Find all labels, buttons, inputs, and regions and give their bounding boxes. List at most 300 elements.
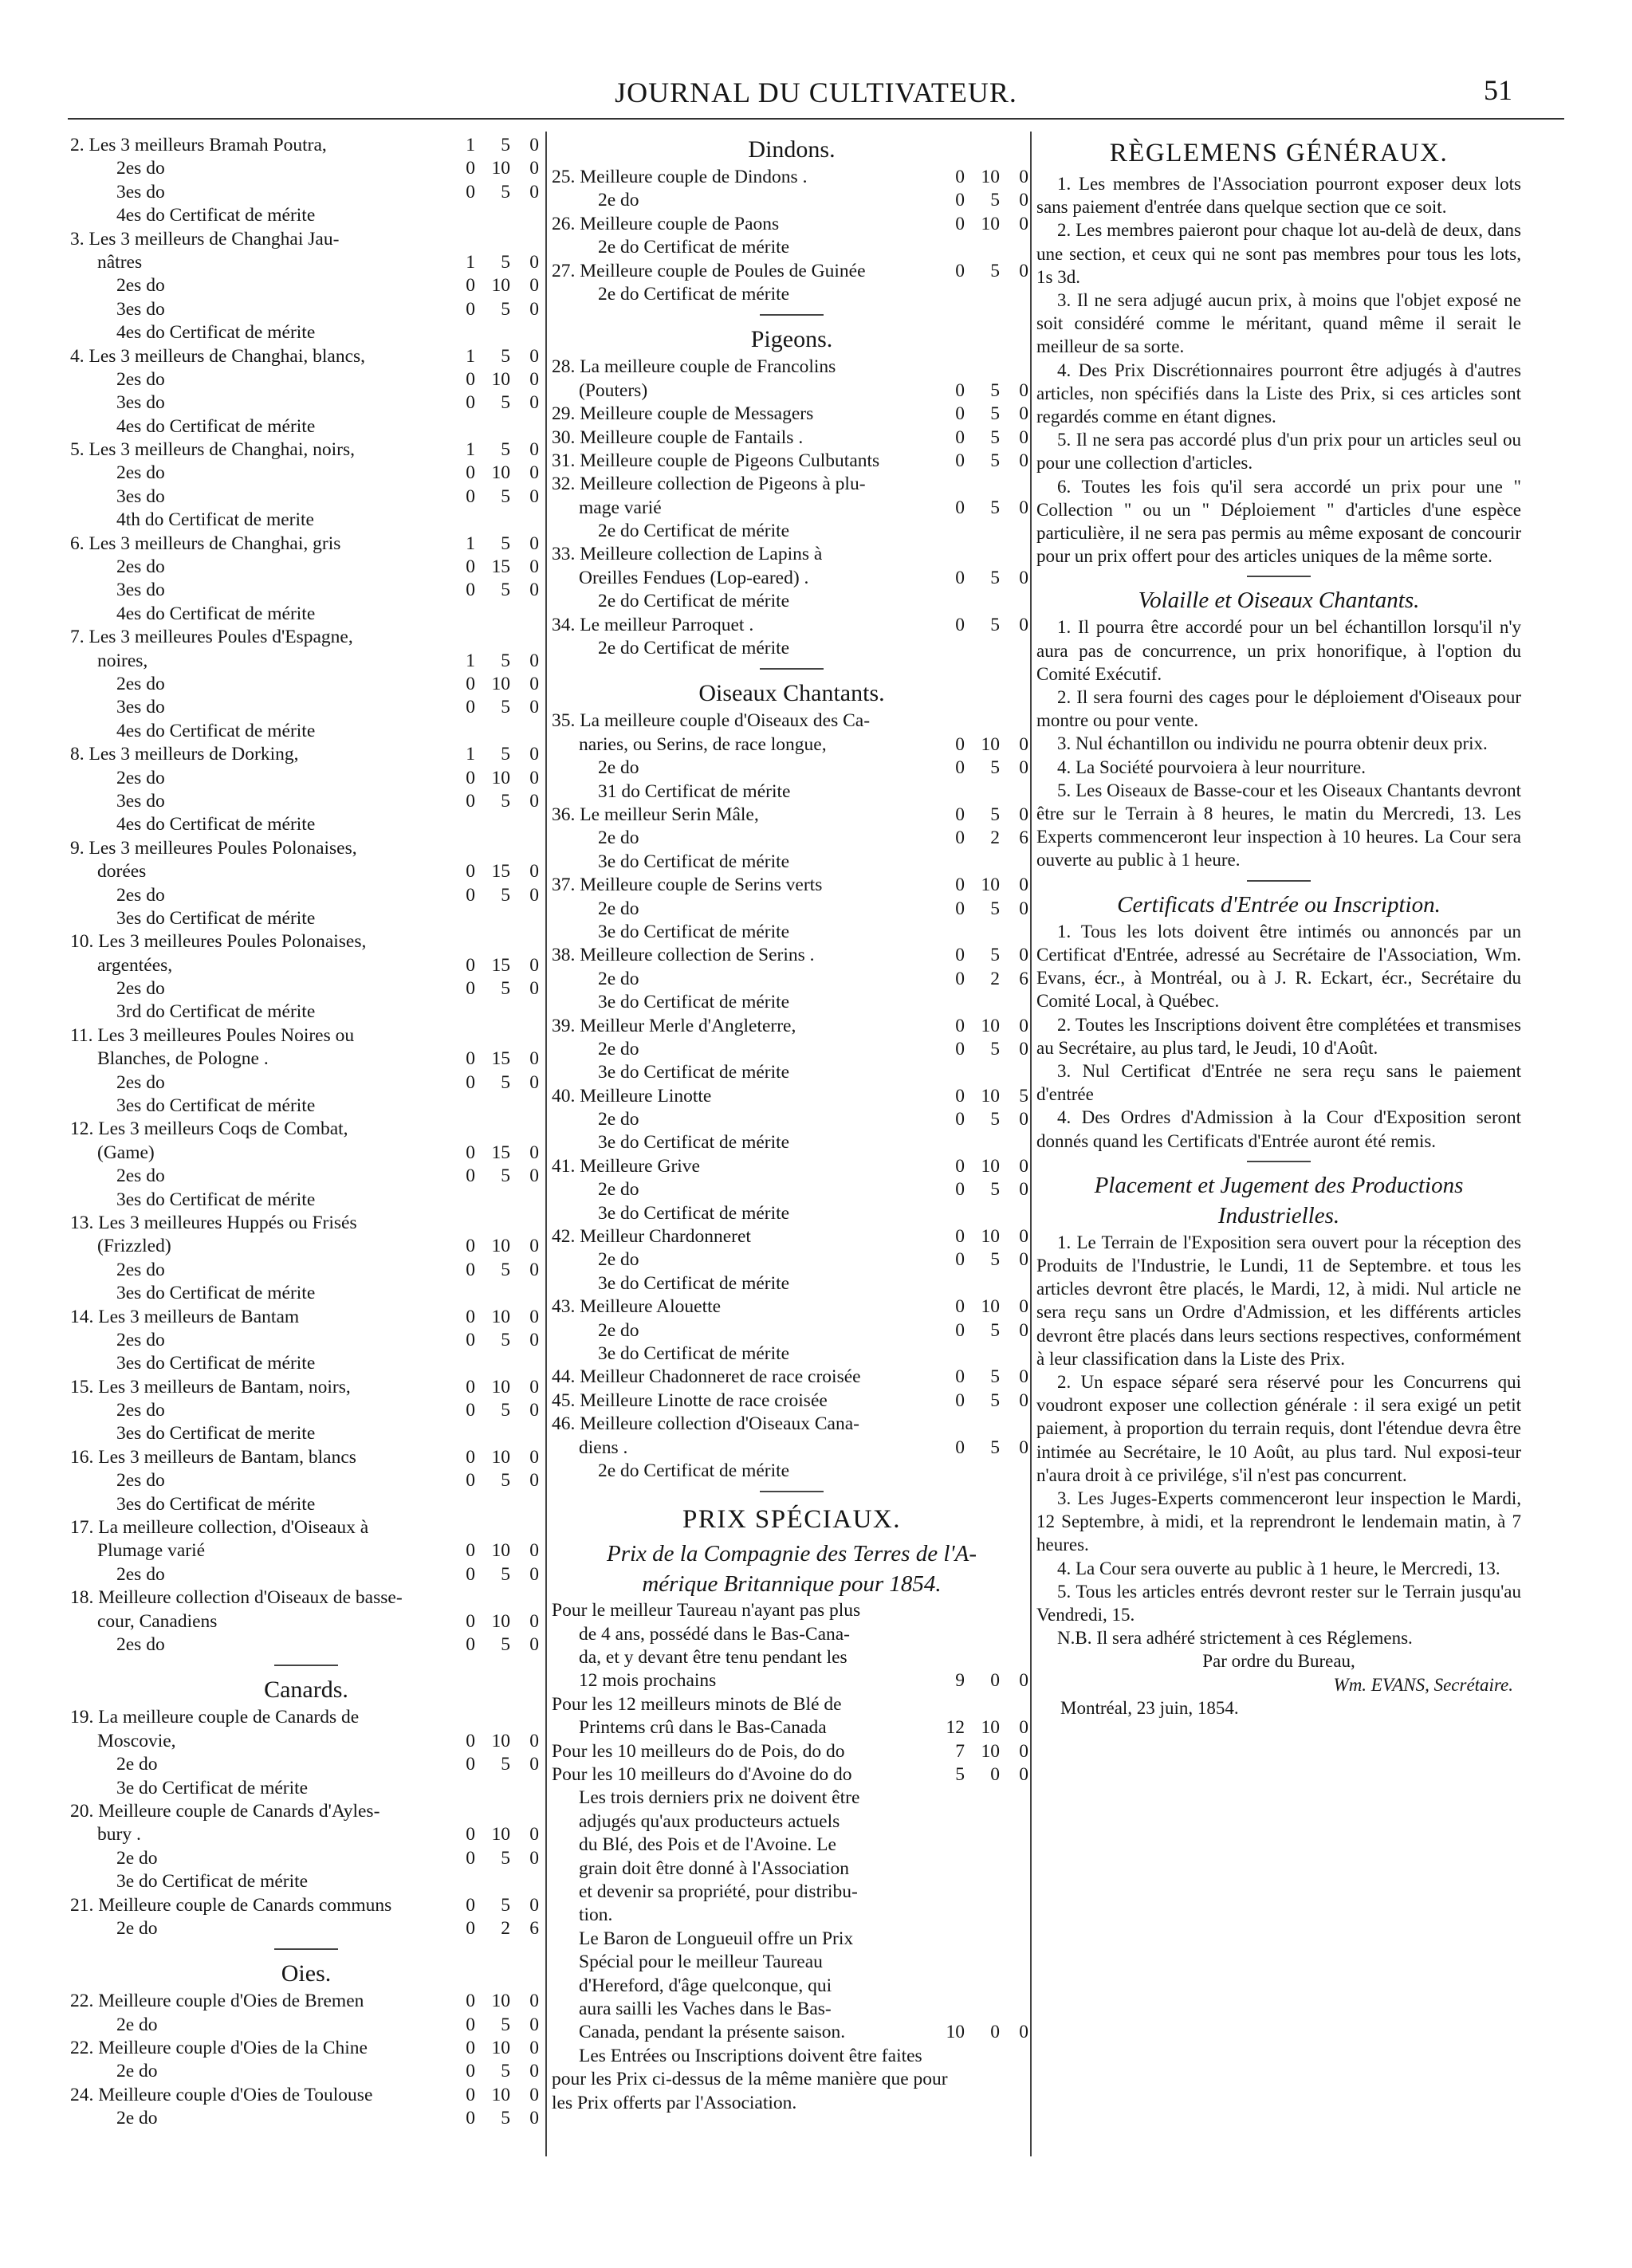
pounds-value: 0 [466,1754,475,1775]
prize-entry [552,1881,1032,1904]
pounds-value: 0 [955,497,965,518]
prize-entry [552,1786,1032,1810]
pounds-value: 0 [466,1824,475,1845]
prize-entry [70,1730,542,1753]
shillings-value: 10 [981,875,1000,896]
shillings-value: 5 [501,697,510,718]
shillings-value: 5 [501,1563,510,1585]
regulation-paragraph: 4. Des Ordres d'Admission à la Cour d'Exposition seront donnés quand les Certificats d'Entrée auront été remis. [1036,1107,1521,1151]
pounds-value: 0 [466,158,475,179]
entry-label: 38. Meilleure collection de Serins . [552,945,815,966]
entry-label: aura sailli les Vaches dans le Bas- [579,1998,832,2019]
column-general-regulations [1036,134,1521,1720]
entry-label: Le Baron de Longueuil offre un Prix [579,1928,854,1949]
shillings-value: 5 [990,898,1000,919]
pence-value: 0 [529,1754,539,1775]
entry-label: 34. Le meilleur Parroquet . [552,614,754,635]
prize-entry [70,1894,542,1917]
prize-entry [70,1329,542,1352]
pounds-value: 0 [955,167,965,187]
pounds-value: 0 [466,1470,475,1492]
prize-entry [70,1422,542,1445]
regulation-paragraph: 4. La Société pourvoiera à leur nourriture. [1057,757,1367,777]
prize-entry [70,954,542,977]
pence-value: 0 [1019,260,1028,281]
pence-value: 0 [1019,1740,1028,1762]
shillings-value: 10 [491,2038,510,2059]
prize-entry [70,1024,542,1048]
prize-entry [70,2060,542,2083]
entry-label: 2es do [116,767,165,788]
pence-value: 0 [529,1071,539,1093]
entry-label: 27. Meilleure couple de Poules de Guinée [552,260,866,281]
prize-entry [552,1975,1032,1998]
pounds-value: 0 [955,450,965,471]
pence-value: 0 [1019,875,1028,896]
entry-label: 2e do [598,827,639,849]
shillings-value: 5 [990,567,1000,588]
pence-value: 0 [529,2014,539,2035]
entry-label: nâtres [97,251,143,273]
pence-value: 0 [1019,167,1028,187]
regulation-paragraph: 6. Toutes les fois qu'il sera accordé un prix pour une " Collection " ou un " Déploiement " d'articles d'une espèce particulière, il ne sera pas permis au même exposant de concourir pour un prix offert pour des articles uniques de la même sorte. [1036,476,1521,567]
pence-value: 0 [529,556,539,578]
entry-label: 12 mois prochains [579,1670,717,1692]
prize-entry [70,556,542,579]
pounds-value: 0 [466,1142,475,1163]
prize-entry [70,1048,542,1071]
shillings-value: 5 [990,403,1000,425]
entry-label: 3es do Certificat de merite [116,1423,316,1445]
signature-name: Wm. EVANS, Secrétaire. [1333,1674,1513,1695]
shillings-value: 5 [501,1634,510,1655]
entry-label: 40. Meilleure Linotte [552,1085,712,1106]
prize-entry [552,1295,1032,1319]
prize-entry [70,1539,542,1562]
pounds-value: 0 [466,954,475,976]
prize-entry [70,134,542,157]
entry-label: 2es do [116,368,165,390]
section-heading: Pigeons. [750,326,833,353]
pence-value: 0 [529,1259,539,1280]
shillings-value: 5 [501,790,510,812]
pence-value: 0 [529,2084,539,2105]
prize-entry [552,1248,1032,1272]
prize-entry [70,1352,542,1375]
entry-label: 7. Les 3 meilleures Poules d'Espagne, [70,627,353,648]
shillings-value: 5 [990,497,1000,518]
shillings-value: 10 [981,1226,1000,1248]
prize-entry [70,1610,542,1633]
shillings-value: 10 [491,1824,510,1845]
pence-value: 0 [529,533,539,554]
pounds-value: 0 [466,1329,475,1350]
entry-label: 19. La meilleure couple de Canards de [70,1707,360,1728]
italic-heading: Placement et Jugement des Productions [1094,1172,1464,1198]
pounds-value: 0 [466,298,475,320]
prize-entry [552,1272,1032,1295]
entry-label: 22. Meilleure couple d'Oies de la Chine [70,2038,368,2059]
shillings-value: 5 [990,1389,1000,1411]
shillings-value: 10 [491,673,510,694]
regulation-paragraph: 1. Tous les lots doivent être intimés ou annoncés par un Certificat d'Entrée, adressé au Secrétaire de l'Association, Wm. Evans, écr., à Montréal, ou à J. R. Eckart, écr., Secrétaire du Comité Local, à Québec. [1036,921,1521,1012]
prize-entry [70,1777,542,1800]
pounds-value: 0 [955,1109,965,1130]
entry-label: cour, Canadiens [97,1610,218,1632]
shillings-value: 15 [491,1048,510,1070]
prize-entry [70,1000,542,1024]
prize-entry [70,650,542,673]
entry-label: grain doit être donné à l'Association [579,1857,850,1879]
shillings-value: 5 [990,1319,1000,1341]
shillings-value: 15 [491,954,510,976]
entry-label: 31 do Certificat de mérite [598,780,791,802]
regulation-paragraph: 2. Un espace séparé sera réservé pour les Concurrens qui voudront exposer une collection générale : il sera exigé un petit paiement, à proportion du terrain requis, dont l'étendue devra être intimée au Secrétaire, le 10 Août, au plus tard. Nul exposi-teur n'aura droit à ce privilége, s'il n'est pas concurrent. [1036,1371,1521,1485]
entry-label: 39. Meilleur Merle d'Angleterre, [552,1015,796,1036]
major-heading: RÈGLEMENS GÉNÉRAUX. [1109,139,1449,167]
pence-value: 0 [529,673,539,694]
shillings-value: 5 [501,1847,510,1869]
entry-label: 2es do [116,556,165,578]
shillings-value: 10 [491,1376,510,1397]
prize-entry [70,1633,542,1657]
pence-value: 0 [529,158,539,179]
pence-value: 0 [529,345,539,367]
pounds-value: 1 [466,345,475,367]
entry-label: Blanches, de Pologne . [97,1048,269,1070]
prize-entry [70,673,542,696]
prize-entry [552,2092,1032,2115]
entry-label: 3es do [116,392,165,414]
prize-entry [70,696,542,719]
prize-entry [552,709,1032,733]
shillings-value: 5 [501,1470,510,1492]
entry-label: 2e do [116,2014,158,2035]
shillings-value: 5 [990,945,1000,966]
pence-value: 0 [1019,1319,1028,1341]
pounds-value: 0 [955,213,965,234]
shillings-value: 5 [501,298,510,320]
regulation-paragraph: 1. Il pourra être accordé pour un bel échantillon lorsqu'il n'y aura pas de concurrence, un prix honorifique, à l'option du Comité Exécutif. [1036,617,1521,684]
prize-entry [70,228,542,251]
pence-value: 0 [529,2108,539,2129]
pounds-value: 0 [466,697,475,718]
pounds-value: 9 [955,1670,965,1692]
entry-label: 44. Meilleur Chadonneret de race croisée [552,1366,861,1388]
prize-entry [70,1142,542,1165]
pounds-value: 0 [466,790,475,812]
pence-value: 0 [529,884,539,906]
prize-entry [70,533,542,556]
entry-label: 14. Les 3 meilleurs de Bantam [70,1306,300,1327]
section-rule [552,1483,1032,1500]
entry-label: 4es do Certificat de mérite [116,205,316,226]
entry-label: 2es do [116,1470,165,1492]
italic-heading: Certificats d'Entrée ou Inscription. [1117,891,1441,918]
entry-label: 43. Meilleure Alouette [552,1296,722,1318]
pence-value: 0 [529,1446,539,1468]
shillings-value: 5 [990,804,1000,825]
prize-entry [70,884,542,907]
pence-value: 0 [1019,497,1028,518]
prize-entry [70,767,542,790]
running-head-title: JOURNAL DU CULTIVATEUR. [615,77,1017,108]
regulation-paragraph: N.B. Il sera adhéré strictement à ces Réglemens. [1057,1628,1413,1649]
entry-label: adjugés qu'aux producteurs actuels [579,1810,840,1832]
prize-entry [552,1437,1032,1460]
pence-value: 0 [1019,614,1028,635]
entry-label: 2e do [598,1249,639,1271]
entry-label: 2e do [116,1754,158,1775]
prize-entry [552,1178,1032,1201]
section-rule [1036,1153,1521,1170]
entry-label: 2e do [598,1109,639,1130]
prize-entry [70,907,542,930]
pounds-value: 1 [466,744,475,765]
pounds-value: 0 [955,1226,965,1248]
prize-entry [552,1460,1032,1483]
pounds-value: 0 [466,1917,475,1939]
pence-value: 0 [529,1329,539,1350]
entry-label: Spécial pour le meilleur Taureau [579,1952,823,1973]
column-divider-left [545,132,547,2156]
entry-label: diens . [579,1437,628,1458]
prize-entry [70,1189,542,1212]
shillings-value: 10 [981,733,1000,755]
entry-label: 3e do Certificat de mérite [598,1062,790,1083]
prize-entry [70,1753,542,1776]
prize-entry [70,1118,542,1141]
shillings-value: 5 [990,450,1000,471]
prize-entry [70,204,542,227]
pounds-value: 0 [466,1446,475,1468]
shillings-value: 10 [981,1740,1000,1762]
pounds-value: 0 [955,403,965,425]
entry-label: 2e do Certificat de mérite [598,283,790,305]
pence-value: 0 [529,1730,539,1751]
prize-entry [552,166,1032,189]
entry-label: Plumage varié [97,1540,206,1562]
prize-entry [70,2014,542,2037]
pounds-value: 0 [466,2038,475,2059]
prize-entry [552,1928,1032,1951]
entry-label: 11. Les 3 meilleures Poules Noires ou [70,1024,355,1046]
pence-value: 5 [1019,1085,1028,1106]
entry-label: naries, ou Serins, de race longue, [579,733,827,755]
pence-value: 0 [1019,379,1028,401]
section-rule [1036,568,1521,585]
entry-label: 2e do [116,2061,158,2082]
pence-value: 0 [529,2038,539,2059]
pence-value: 0 [1019,2022,1028,2043]
prize-entry [70,2084,542,2107]
shillings-value: 5 [501,1165,510,1187]
entry-label: et devenir sa propriété, pour distribu- [579,1881,858,1902]
entry-label: 25. Meilleure couple de Dindons . [552,167,808,187]
pence-value: 0 [1019,1717,1028,1739]
prize-entry [552,614,1032,637]
pence-value: 0 [1019,1296,1028,1318]
shillings-value: 2 [990,827,1000,849]
shillings-value: 5 [501,1754,510,1775]
prize-entry [70,1917,542,1940]
entry-label: 45. Meilleure Linotte de race croisée [552,1389,828,1411]
section-heading: Oies. [281,1960,332,1987]
entry-label: 10. Les 3 meilleures Poules Polonaises, [70,931,367,953]
entry-label: 3es do Certificat de mérite [116,1283,316,1304]
pence-value: 0 [1019,190,1028,211]
prize-entry [70,485,542,509]
entry-label: tion. [579,1904,613,1926]
shillings-value: 10 [491,158,510,179]
prize-entry [552,1646,1032,1669]
pounds-value: 0 [466,1400,475,1421]
pence-value: 0 [529,485,539,507]
regulation-paragraph: 1. Les membres de l'Association pourront exposer deux lots sans paiement d'entrée dans quelque section que ce soit. [1036,174,1521,218]
prize-entry [70,1823,542,1846]
pounds-value: 0 [955,733,965,755]
pence-value: 0 [529,1048,539,1070]
shillings-value: 5 [501,1259,510,1280]
prize-entry [552,1951,1032,1974]
shillings-value: 10 [491,1236,510,1257]
pounds-value: 0 [466,1847,475,1869]
prize-entry [70,1095,542,1118]
entry-label: 3es do [116,485,165,507]
prize-entry [552,780,1032,804]
prize-entry [552,637,1032,660]
prize-entry [552,450,1032,473]
entry-label: 30. Meilleure couple de Fantails . [552,426,804,448]
shillings-value: 2 [990,968,1000,989]
prize-entry [552,1716,1032,1739]
prize-entry [70,181,542,204]
entry-label: 2e do [116,1917,158,1939]
pence-value: 6 [1019,827,1028,849]
entry-label: 2es do [116,1634,165,1655]
column-prize-list-poultry [70,134,542,2131]
pence-value: 0 [1019,213,1028,234]
pounds-value: 0 [466,1540,475,1562]
prize-entry [552,379,1032,403]
entry-label: da, et y devant être tenu pendant les [579,1647,847,1669]
pounds-value: 0 [466,275,475,297]
pounds-value: 0 [955,614,965,635]
shillings-value: 0 [990,1764,1000,1786]
entry-label: 2es do [116,1259,165,1280]
entry-label: 3e do Certificat de mérite [598,1342,790,1364]
shillings-value: 5 [990,260,1000,281]
shillings-value: 15 [491,556,510,578]
entry-label: 35. La meilleure couple d'Oiseaux des Ca- [552,710,871,732]
header-rule [68,118,1564,120]
shillings-value: 5 [501,1329,510,1350]
entry-label: Canada, pendant la présente saison. [579,2022,846,2043]
entry-label: 2e do Certificat de mérite [598,521,790,542]
prize-entry [552,2068,1032,2091]
entry-label: 3es do [116,697,165,718]
shillings-value: 5 [990,1437,1000,1458]
entry-label: 2e do Certificat de mérite [598,638,790,659]
shillings-value: 5 [990,1249,1000,1271]
entry-label: 28. La meilleure couple de Francolins [552,356,836,378]
entry-label: 15. Les 3 meilleurs de Bantam, noirs, [70,1376,351,1397]
shillings-value: 10 [491,2084,510,2105]
entry-label: Pour les 10 meilleurs do de Pois, do do [552,1740,845,1762]
prize-entry [70,1516,542,1539]
pounds-value: 0 [466,1165,475,1187]
entry-label: 3e do Certificat de mérite [598,1132,790,1154]
pounds-value: 0 [955,426,965,448]
entry-label: 3es do Certificat de mérite [116,1095,316,1117]
shillings-value: 10 [491,1610,510,1632]
pounds-value: 0 [955,968,965,989]
entry-label: 4th do Certificat de merite [116,509,314,531]
prize-entry [70,1706,542,1729]
italic-heading: mérique Britannique pour 1854. [642,1571,942,1598]
entry-label: 3e do Certificat de mérite [598,851,790,872]
regulation-paragraph: 3. Nul Certificat d'Entrée ne sera reçu sans le paiement d'entrée [1036,1060,1521,1105]
shillings-value: 10 [491,1306,510,1327]
pence-value: 0 [1019,567,1028,588]
regulation-paragraph: 5. Il ne sera pas accordé plus d'un prix pour un articles seul ou pour une collection d'articles. [1036,430,1521,474]
shillings-value: 5 [501,580,510,601]
prize-entry [70,1212,542,1235]
prize-entry [552,2045,1032,2068]
pounds-value: 0 [466,580,475,601]
entry-label: 3es do Certificat de mérite [116,1189,316,1210]
pence-value: 0 [529,1991,539,2012]
shillings-value: 10 [981,1296,1000,1318]
prize-entry [70,298,542,321]
pounds-value: 0 [466,181,475,202]
pounds-value: 0 [955,1179,965,1201]
pounds-value: 1 [466,439,475,461]
shillings-value: 5 [990,614,1000,635]
shillings-value: 15 [491,861,510,882]
entry-label: Pour les 10 meilleurs do d'Avoine do do [552,1764,852,1786]
entry-label: 18. Meilleure collection d'Oiseaux de basse- [70,1587,403,1609]
pounds-value: 1 [466,251,475,273]
prize-entry [552,968,1032,991]
pounds-value: 0 [466,1071,475,1093]
regulation-paragraph: 2. Il sera fourni des cages pour le déploiement d'Oiseaux pour montre ou pour vente. [1036,687,1521,731]
entry-label: 9. Les 3 meilleures Poules Polonaises, [70,837,357,859]
pence-value: 0 [1019,1366,1028,1388]
prize-entry [552,1342,1032,1366]
shillings-value: 10 [491,275,510,297]
pence-value: 0 [529,439,539,461]
prize-entry [70,1446,542,1469]
entry-label: 24. Meilleure couple d'Oies de Toulouse [70,2084,373,2105]
prize-entry [552,2021,1032,2044]
entry-label: 2es do [116,275,165,297]
pounds-value: 0 [466,1259,475,1280]
prize-entry [552,1155,1032,1178]
pounds-value: 0 [955,1085,965,1106]
shillings-value: 10 [491,368,510,390]
entry-label: Les trois derniers prix ne doivent être [579,1787,860,1809]
entry-label: 4es do Certificat de mérite [116,415,316,437]
entry-label: 2es do [116,462,165,484]
prize-entry [70,603,542,626]
shillings-value: 5 [501,392,510,414]
prize-entry [552,1857,1032,1881]
prize-entry [552,1366,1032,1389]
pence-value: 0 [529,954,539,976]
prize-entry [552,213,1032,236]
entry-label: 3es do Certificat de mérite [116,907,316,929]
